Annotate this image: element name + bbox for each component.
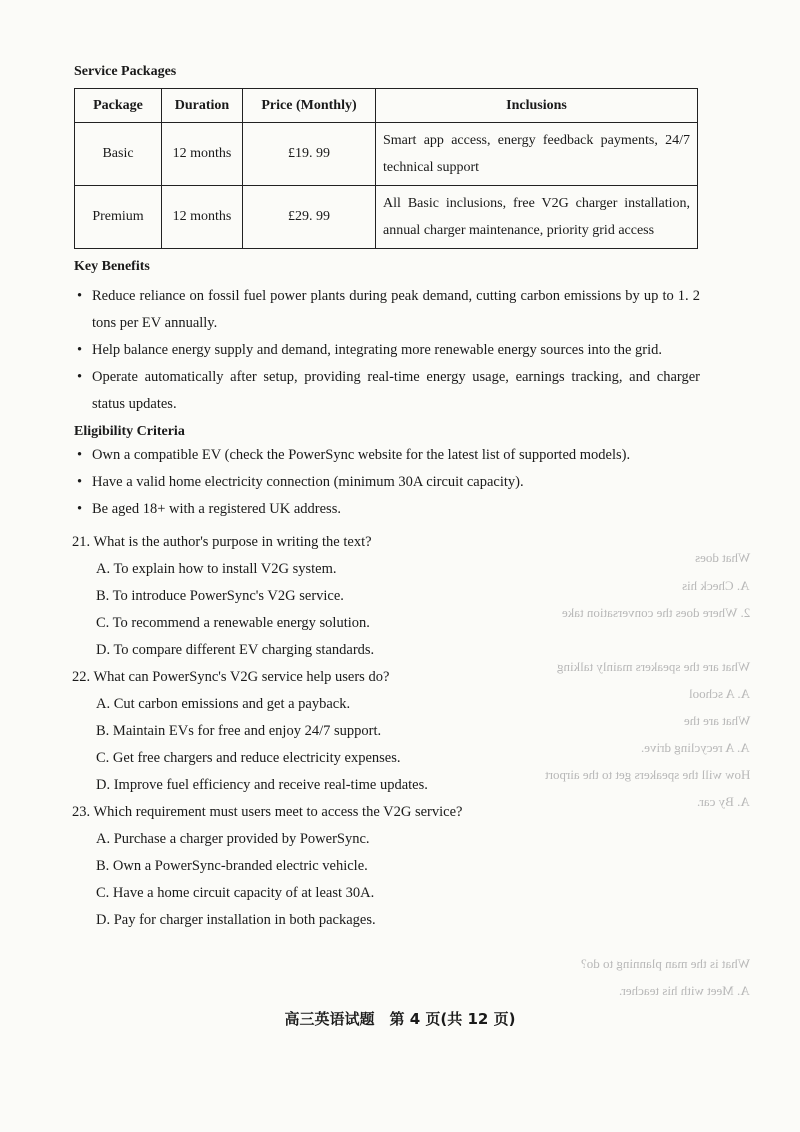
question-stem: 23. Which requirement must users meet to access the V2G service? <box>72 804 463 820</box>
answer-option: D. Improve fuel efficiency and receive real-time updates. <box>96 777 428 793</box>
question-23 <box>74 799 700 934</box>
answer-option: C. Get free chargers and reduce electricity expenses. <box>96 750 401 766</box>
show-through-text: A. A school <box>688 686 750 701</box>
answer-option: B. Own a PowerSync-branded electric vehicle. <box>96 858 368 874</box>
show-through-text: A. Meet with his teacher. <box>619 983 750 998</box>
answer-option: D. Pay for charger installation in both packages. <box>96 912 376 928</box>
show-through-text: What is the man planning to do? <box>581 956 750 971</box>
question-21 <box>74 529 700 664</box>
question-22 <box>74 664 700 799</box>
show-through-text: 2. Where does the conversation take <box>561 605 750 620</box>
show-through-text: What are the <box>683 713 750 728</box>
header-price: Price (Monthly) <box>243 89 376 123</box>
cell-duration: 12 months <box>162 123 243 186</box>
key-benefits-list <box>74 283 700 418</box>
answer-option: A. To explain how to install V2G system. <box>96 561 337 577</box>
list-item: • Operate automatically after setup, providing real-time energy usage, earnings tracking, and charger status updates. <box>74 364 700 418</box>
show-through-text: What are the speakers mainly talking <box>556 659 750 674</box>
table-row <box>75 123 698 186</box>
list-item: • Have a valid home electricity connection (minimum 30A circuit capacity). <box>74 469 700 496</box>
show-through-text: A. By car. <box>697 794 750 809</box>
answer-option: B. Maintain EVs for free and enjoy 24/7 support. <box>96 723 382 739</box>
cell-price: £19. 99 <box>243 123 376 186</box>
show-through-text: How will the speakers get to the airport <box>544 767 750 782</box>
show-through-text: What does <box>694 550 750 565</box>
header-duration: Duration <box>162 89 243 123</box>
cell-inclusions: All Basic inclusions, free V2G charger installation, annual charger maintenance, priority grid access <box>376 186 698 249</box>
key-benefits-title: Key Benefits <box>74 259 150 274</box>
answer-option: B. To introduce PowerSync's V2G service. <box>96 588 344 604</box>
answer-option: D. To compare different EV charging standards. <box>96 642 375 658</box>
cell-price: £29. 99 <box>243 186 376 249</box>
answer-option: A. Cut carbon emissions and get a payback. <box>96 696 351 712</box>
cell-package: Basic <box>75 123 162 186</box>
list-item: • Own a compatible EV (check the PowerSync website for the latest list of supported models). <box>74 442 700 469</box>
table-row <box>75 186 698 249</box>
page-footer: 高三英语试题 第 4 页(共 12 页) <box>284 1010 516 1028</box>
list-item: • Help balance energy supply and demand, integrating more renewable energy sources into the grid. <box>74 337 700 364</box>
exam-page <box>74 64 700 934</box>
cell-package: Premium <box>75 186 162 249</box>
show-through-text: A. A recycling drive. <box>641 740 750 755</box>
list-item: • Reduce reliance on fossil fuel power plants during peak demand, cutting carbon emissions by up to 1. 2 tons per EV annually. <box>74 283 700 337</box>
eligibility-list <box>74 442 700 523</box>
header-inclusions: Inclusions <box>376 89 698 123</box>
answer-option: C. To recommend a renewable energy solution. <box>96 615 370 631</box>
list-item: • Be aged 18+ with a registered UK address. <box>74 496 700 523</box>
eligibility-title: Eligibility Criteria <box>74 424 185 439</box>
table-header-row <box>75 89 698 123</box>
show-through-text: A. Check his <box>682 578 750 593</box>
cell-inclusions: Smart app access, energy feedback payments, 24/7 technical support <box>376 123 698 186</box>
question-stem: 22. What can PowerSync's V2G service help users do? <box>72 669 390 685</box>
service-packages-title: Service Packages <box>74 64 177 79</box>
header-package: Package <box>75 89 162 123</box>
answer-option: A. Purchase a charger provided by PowerSync. <box>96 831 370 847</box>
question-stem: 21. What is the author's purpose in writing the text? <box>72 534 372 550</box>
cell-duration: 12 months <box>162 186 243 249</box>
answer-option: C. Have a home circuit capacity of at least 30A. <box>96 885 375 901</box>
service-packages-table <box>74 88 698 249</box>
